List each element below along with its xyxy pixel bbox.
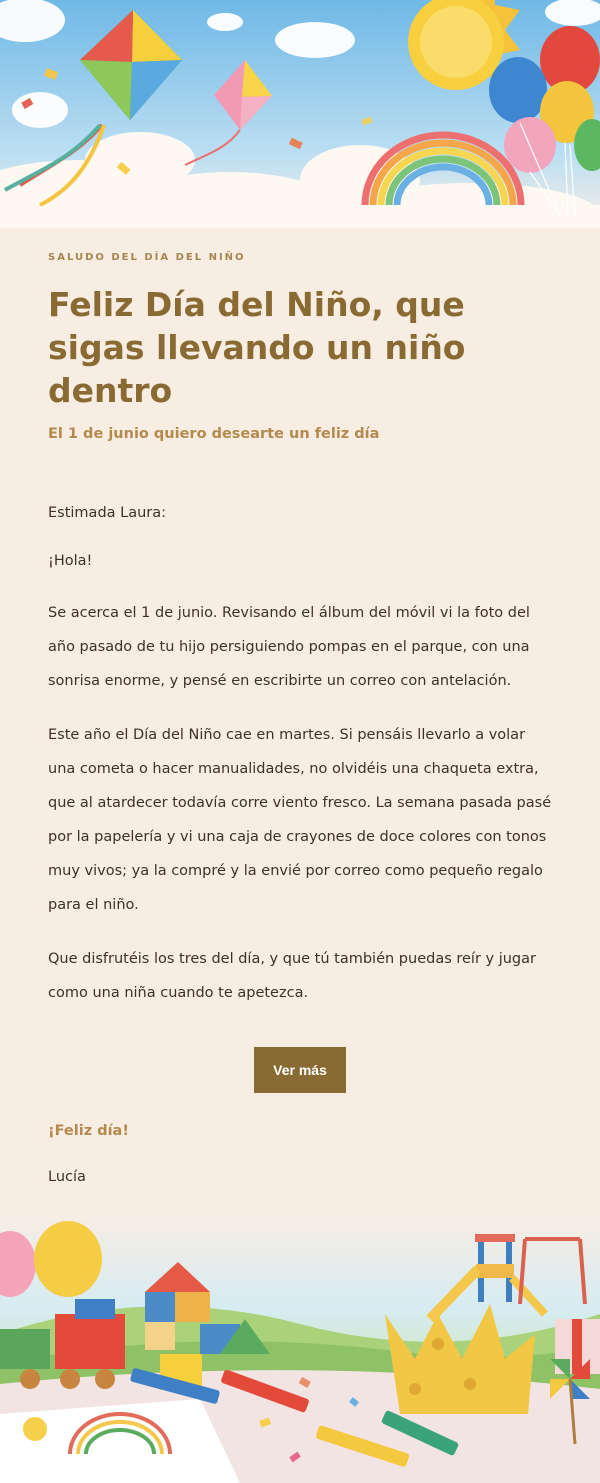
email-content <box>48 228 552 1010</box>
see-more-button[interactable]: Ver más <box>254 1047 346 1093</box>
subtitle: El 1 de junio quiero desearte un feliz día <box>48 426 380 442</box>
closing-line: ¡Feliz día! <box>48 1123 129 1139</box>
body-paragraph: Se acerca el 1 de junio. Revisando el álbum del móvil vi la foto del año pasado de tu hijo persiguiendo pompas en el parque, con una sonrisa enorme, y pensé en escribirte un correo con antelación. <box>48 605 530 689</box>
drawing-paper-icon <box>0 1399 240 1483</box>
header-illustration <box>0 0 600 228</box>
cta-container <box>254 1047 346 1093</box>
page-title: Feliz Día del Niño, que sigas llevando un niño dentro <box>48 285 466 410</box>
footer-illustration <box>0 1214 600 1483</box>
balloons-icon <box>0 1221 102 1297</box>
signature: Lucía <box>48 1169 86 1185</box>
hello-line: ¡Hola! <box>48 553 93 569</box>
greeting: Estimada Laura: <box>48 505 167 521</box>
body-paragraph: Este año el Día del Niño cae en martes. Si pensáis llevarlo a volar una cometa o hacer manualidades, no olvidéis una chaqueta extra, que al atardecer todavía corre viento fresco. La semana pasada pasé por la papelería y vi una caja de crayones de doce colores con tonos muy vivos; ya la compré y la envié por correo como pequeño regalo para el niño. <box>48 727 552 913</box>
eyebrow-label: SALUDO DEL DÍA DEL NIÑO <box>48 252 246 263</box>
body-paragraph: Que disfrutéis los tres del día, y que tú también puedas reír y jugar como una niña cuando te apetezca. <box>48 951 536 1001</box>
